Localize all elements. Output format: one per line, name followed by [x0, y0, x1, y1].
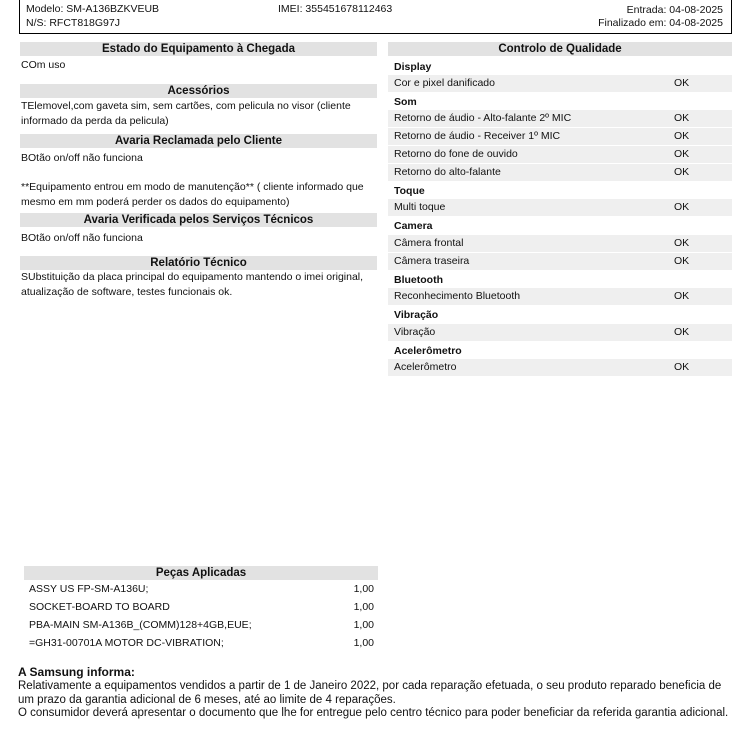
part-quantity: 1,00: [353, 619, 374, 631]
qc-row-label: Retorno do alto-falante: [394, 166, 501, 178]
qc-row-label: Multi toque: [394, 201, 446, 213]
qc-category-display: Display: [394, 61, 432, 73]
entry-date: Entrada: 04-08-2025: [626, 4, 723, 16]
maintenance-mode-note: **Equipamento entrou em modo de manutenção** ( cliente informado que mesmo em mm poderá perder os dados do equipamento): [21, 181, 364, 208]
qc-row-value: OK: [674, 290, 690, 302]
reported-fault-title: Avaria Reclamada pelo Cliente: [20, 134, 377, 148]
qc-row: [388, 110, 732, 127]
qc-category-touch: Toque: [394, 185, 425, 197]
qc-row-label: Câmera traseira: [394, 255, 470, 267]
qc-row-value: OK: [674, 130, 690, 142]
part-row: [24, 635, 378, 652]
qc-row-label: Acelerômetro: [394, 361, 457, 373]
header-box: [19, 0, 732, 34]
qc-row: [388, 288, 732, 305]
qc-row-label: Retorno de áudio - Alto-falante 2º MIC: [394, 112, 572, 124]
accessories-title: Acessórios: [20, 84, 377, 98]
qc-row-label: Retorno do fone de ouvido: [394, 148, 518, 160]
qc-row-label: Câmera frontal: [394, 237, 464, 249]
serial-number: N/S: RFCT818G97J: [26, 17, 120, 29]
qc-row-label: Reconhecimento Bluetooth: [394, 290, 521, 302]
qc-category-vibration: Vibração: [394, 309, 439, 321]
part-description: ASSY US FP-SM-A136U;: [29, 583, 149, 595]
qc-row-value: OK: [674, 326, 690, 338]
notice-title: A Samsung informa:: [18, 665, 135, 679]
part-row: [24, 581, 378, 598]
part-description: SOCKET-BOARD TO BOARD: [29, 601, 170, 613]
qc-row-value: OK: [674, 112, 690, 124]
qc-row: [388, 128, 732, 145]
qc-row-label: Retorno de áudio - Receiver 1º MIC: [394, 130, 561, 142]
technical-report-text: SUbstituição da placa principal do equipamento mantendo o imei original, atualização de software, testes funcionais ok.: [21, 271, 364, 298]
qc-row-label: Cor e pixel danificado: [394, 77, 495, 89]
qc-category-camera: Camera: [394, 220, 433, 232]
qc-row: [388, 235, 732, 252]
qc-row: [388, 146, 732, 163]
qc-row: [388, 359, 732, 376]
qc-category-sound: Som: [394, 96, 417, 108]
notice-document-text: O consumidor deverá apresentar o documento que lhe for entregue pelo centro técnico para poder beneficiar da referida garantia adicional.: [18, 707, 729, 719]
completion-date: Finalizado em: 04-08-2025: [598, 17, 723, 29]
part-quantity: 1,00: [353, 601, 374, 613]
accessories-text: TElemovel,com gaveta sim, sem cartões, com pelicula no visor (cliente informado da perda da pelicula): [21, 100, 351, 127]
qc-category-accelerometer: Acelerômetro: [394, 345, 462, 357]
quality-control-title: Controlo de Qualidade: [388, 42, 732, 56]
qc-row-label: Vibração: [394, 326, 436, 338]
qc-row-value: OK: [674, 166, 690, 178]
qc-row: [388, 75, 732, 92]
part-description: =GH31-00701A MOTOR DC-VIBRATION;: [29, 637, 224, 649]
verified-fault-title: Avaria Verificada pelos Serviços Técnicos: [20, 213, 377, 227]
parts-applied-title: Peças Aplicadas: [24, 566, 378, 580]
part-description: PBA-MAIN SM-A136B_(COMM)128+4GB,EUE;: [29, 619, 252, 631]
equipment-state-text: COm uso: [21, 59, 66, 71]
equipment-state-title: Estado do Equipamento à Chegada: [20, 42, 377, 56]
qc-category-bluetooth: Bluetooth: [394, 274, 443, 286]
verified-fault-text: BOtão on/off não funciona: [21, 232, 143, 244]
qc-row-value: OK: [674, 237, 690, 249]
imei: IMEI: 355451678112463: [278, 3, 393, 15]
notice-warranty-text: Relativamente a equipamentos vendidos a partir de 1 de Janeiro 2022, por cada reparação efetuada, o seu produto reparado beneficia de um prazo da garantia adicional de 6 meses, até ao limite de 4 reparações.: [18, 680, 722, 706]
qc-row-value: OK: [674, 361, 690, 373]
qc-row-value: OK: [674, 255, 690, 267]
qc-row-value: OK: [674, 77, 690, 89]
part-quantity: 1,00: [353, 637, 374, 649]
reported-fault-text: BOtão on/off não funciona: [21, 152, 143, 164]
part-row: [24, 617, 378, 634]
qc-row-value: OK: [674, 201, 690, 213]
qc-row-value: OK: [674, 148, 690, 160]
technical-report-title: Relatório Técnico: [20, 256, 377, 270]
qc-row: [388, 324, 732, 341]
qc-row: [388, 253, 732, 270]
model-number: Modelo: SM-A136BZKVEUB: [26, 3, 160, 15]
part-quantity: 1,00: [353, 583, 374, 595]
part-row: [24, 599, 378, 616]
qc-row: [388, 164, 732, 181]
qc-row: [388, 199, 732, 216]
